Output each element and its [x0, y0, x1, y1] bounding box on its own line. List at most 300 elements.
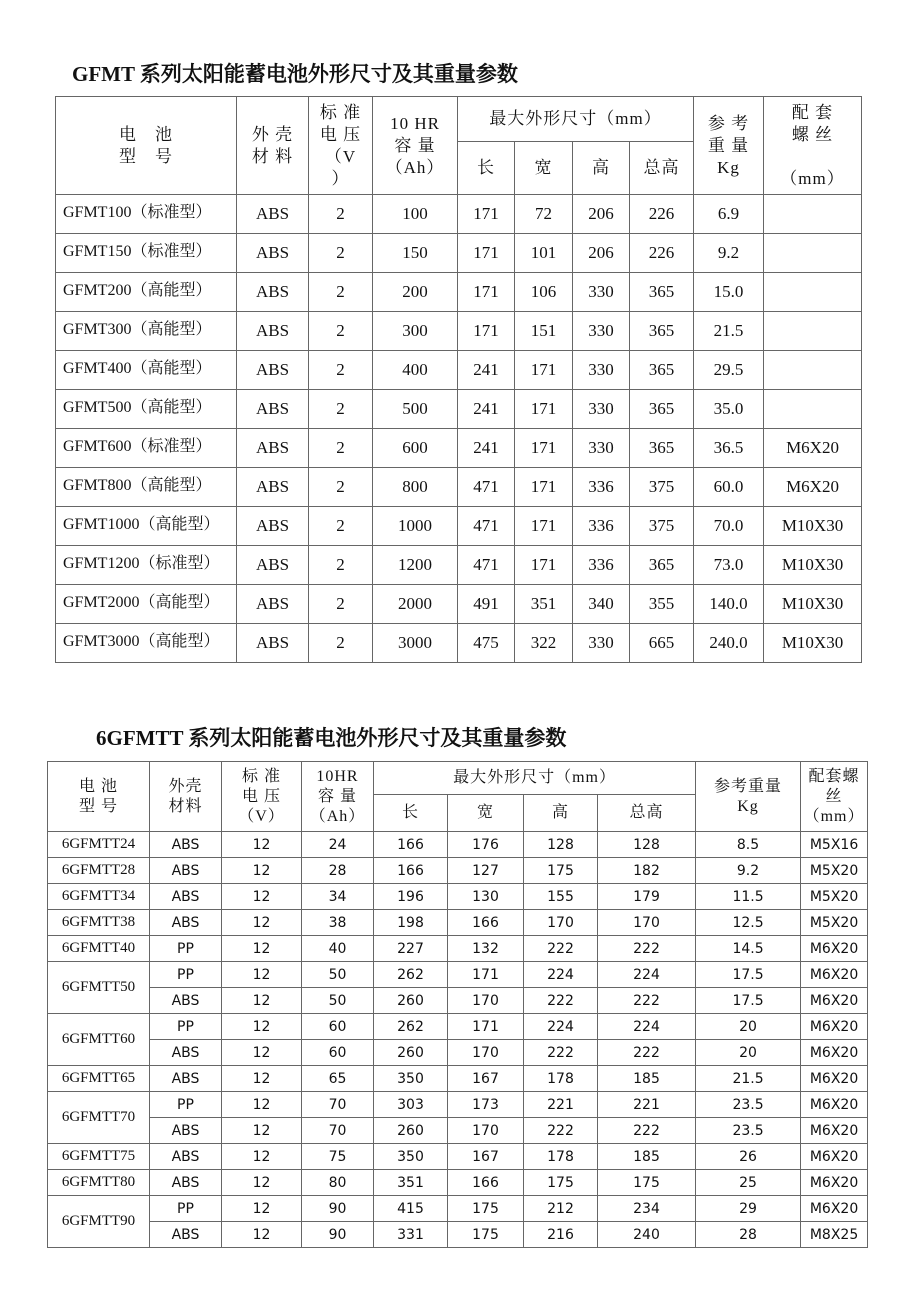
cell-height: 224	[524, 962, 598, 988]
cell-model: GFMT2000（高能型）	[56, 585, 237, 624]
table-row	[56, 390, 862, 429]
cell-bolt	[764, 195, 862, 234]
cell-height: 222	[524, 936, 598, 962]
table1-title: GFMT 系列太阳能蓄电池外形尺寸及其重量参数	[72, 62, 518, 86]
cell-model: 6GFMTT40	[48, 936, 150, 962]
cell-material: ABS	[150, 858, 222, 884]
cell-weight: 29.5	[694, 351, 764, 390]
cell-total: 375	[630, 507, 694, 546]
header-weight: 参 考 重 量 Kg	[694, 97, 764, 195]
cell-width: 173	[448, 1092, 524, 1118]
table-row	[48, 1196, 868, 1222]
cell-weight: 73.0	[694, 546, 764, 585]
cell-width: 166	[448, 910, 524, 936]
cell-width: 130	[448, 884, 524, 910]
cell-length: 260	[374, 1040, 448, 1066]
cell-total: 365	[630, 312, 694, 351]
cell-height: 330	[573, 351, 630, 390]
cell-capacity: 800	[373, 468, 458, 507]
cell-height: 175	[524, 1170, 598, 1196]
cell-material: ABS	[150, 832, 222, 858]
cell-length: 471	[458, 468, 515, 507]
cell-height: 216	[524, 1222, 598, 1248]
cell-total: 182	[598, 858, 696, 884]
cell-total: 226	[630, 234, 694, 273]
cell-length: 166	[374, 832, 448, 858]
cell-total: 226	[630, 195, 694, 234]
cell-voltage: 2	[309, 234, 373, 273]
table-row	[48, 1222, 868, 1248]
table-row	[48, 1092, 868, 1118]
cell-width: 171	[515, 351, 573, 390]
cell-total: 185	[598, 1066, 696, 1092]
cell-length: 351	[374, 1170, 448, 1196]
header-height: 高	[573, 142, 630, 195]
cell-weight: 17.5	[696, 988, 801, 1014]
cell-total: 179	[598, 884, 696, 910]
cell-total: 234	[598, 1196, 696, 1222]
cell-length: 262	[374, 1014, 448, 1040]
cell-length: 331	[374, 1222, 448, 1248]
cell-length: 475	[458, 624, 515, 663]
cell-material: ABS	[237, 429, 309, 468]
cell-weight: 29	[696, 1196, 801, 1222]
cell-material: ABS	[237, 351, 309, 390]
cell-weight: 21.5	[694, 312, 764, 351]
cell-bolt: M5X20	[801, 884, 868, 910]
cell-bolt: M6X20	[801, 1014, 868, 1040]
cell-width: 132	[448, 936, 524, 962]
cell-material: ABS	[150, 988, 222, 1014]
header-height: 高	[524, 795, 598, 832]
cell-height: 336	[573, 507, 630, 546]
header-dimensions: 最大外形尺寸（mm）	[374, 762, 696, 795]
cell-bolt: M10X30	[764, 624, 862, 663]
cell-length: 166	[374, 858, 448, 884]
cell-total: 240	[598, 1222, 696, 1248]
cell-weight: 20	[696, 1040, 801, 1066]
cell-height: 175	[524, 858, 598, 884]
cell-length: 262	[374, 962, 448, 988]
cell-voltage: 2	[309, 429, 373, 468]
cell-bolt: M6X20	[801, 1118, 868, 1144]
cell-model: GFMT200（高能型）	[56, 273, 237, 312]
cell-weight: 25	[696, 1170, 801, 1196]
cell-material: ABS	[150, 1118, 222, 1144]
table-row	[56, 585, 862, 624]
cell-model: GFMT100（标准型）	[56, 195, 237, 234]
cell-model: 6GFMTT60	[48, 1014, 150, 1066]
table-row	[48, 1040, 868, 1066]
header-length: 长	[458, 142, 515, 195]
cell-voltage: 12	[222, 1196, 302, 1222]
header-bolt: 配 套 螺 丝 （mm）	[764, 97, 862, 195]
cell-capacity: 70	[302, 1118, 374, 1144]
cell-weight: 240.0	[694, 624, 764, 663]
cell-capacity: 60	[302, 1014, 374, 1040]
table-row	[48, 1144, 868, 1170]
cell-height: 206	[573, 234, 630, 273]
cell-height: 224	[524, 1014, 598, 1040]
cell-weight: 11.5	[696, 884, 801, 910]
table-row	[48, 1118, 868, 1144]
cell-width: 167	[448, 1066, 524, 1092]
cell-material: ABS	[237, 273, 309, 312]
cell-capacity: 3000	[373, 624, 458, 663]
header-voltage: 标 准 电 压 （V ）	[309, 97, 373, 195]
cell-bolt: M6X20	[801, 1196, 868, 1222]
cell-total: 365	[630, 351, 694, 390]
cell-bolt: M6X20	[801, 988, 868, 1014]
cell-width: 351	[515, 585, 573, 624]
table2-title: 6GFMTT 系列太阳能蓄电池外形尺寸及其重量参数	[96, 726, 567, 750]
header-length: 长	[374, 795, 448, 832]
cell-height: 170	[524, 910, 598, 936]
cell-model: GFMT150（标准型）	[56, 234, 237, 273]
cell-total: 224	[598, 962, 696, 988]
cell-capacity: 50	[302, 962, 374, 988]
cell-voltage: 12	[222, 936, 302, 962]
cell-material: ABS	[237, 234, 309, 273]
cell-capacity: 150	[373, 234, 458, 273]
cell-bolt: M6X20	[764, 468, 862, 507]
table-row	[56, 429, 862, 468]
cell-model: GFMT3000（高能型）	[56, 624, 237, 663]
cell-voltage: 12	[222, 1066, 302, 1092]
table-row	[56, 195, 862, 234]
cell-bolt: M5X16	[801, 832, 868, 858]
cell-width: 171	[448, 962, 524, 988]
cell-weight: 17.5	[696, 962, 801, 988]
cell-material: PP	[150, 1014, 222, 1040]
cell-width: 170	[448, 1040, 524, 1066]
cell-weight: 20	[696, 1014, 801, 1040]
cell-model: 6GFMTT70	[48, 1092, 150, 1144]
header-dimensions: 最大外形尺寸（mm）	[458, 97, 694, 142]
gfmt-spec-table	[55, 96, 862, 663]
cell-bolt: M6X20	[801, 1170, 868, 1196]
table-row	[56, 507, 862, 546]
cell-weight: 8.5	[696, 832, 801, 858]
cell-model: 6GFMTT24	[48, 832, 150, 858]
cell-length: 171	[458, 234, 515, 273]
cell-model: 6GFMTT65	[48, 1066, 150, 1092]
cell-total: 128	[598, 832, 696, 858]
cell-model: 6GFMTT75	[48, 1144, 150, 1170]
header-model: 电 池 型 号	[56, 97, 237, 195]
cell-voltage: 12	[222, 1014, 302, 1040]
cell-model: 6GFMTT50	[48, 962, 150, 1014]
cell-weight: 6.9	[694, 195, 764, 234]
cell-capacity: 34	[302, 884, 374, 910]
cell-length: 171	[458, 195, 515, 234]
cell-material: ABS	[150, 1222, 222, 1248]
cell-capacity: 28	[302, 858, 374, 884]
cell-width: 171	[515, 507, 573, 546]
cell-width: 167	[448, 1144, 524, 1170]
header-weight: 参考重量 Kg	[696, 762, 801, 832]
cell-material: PP	[150, 1196, 222, 1222]
cell-width: 72	[515, 195, 573, 234]
cell-capacity: 300	[373, 312, 458, 351]
cell-height: 330	[573, 312, 630, 351]
cell-width: 151	[515, 312, 573, 351]
cell-total: 221	[598, 1092, 696, 1118]
cell-weight: 15.0	[694, 273, 764, 312]
cell-bolt: M8X25	[801, 1222, 868, 1248]
cell-width: 171	[515, 429, 573, 468]
cell-bolt: M10X30	[764, 585, 862, 624]
cell-model: GFMT300（高能型）	[56, 312, 237, 351]
header-width: 宽	[515, 142, 573, 195]
cell-width: 175	[448, 1196, 524, 1222]
cell-model: 6GFMTT28	[48, 858, 150, 884]
cell-bolt	[764, 234, 862, 273]
cell-total: 365	[630, 273, 694, 312]
header-voltage: 标 准 电 压 （V）	[222, 762, 302, 832]
cell-length: 303	[374, 1092, 448, 1118]
header-capacity: 10 HR 容 量 （Ah）	[373, 97, 458, 195]
table-row	[48, 1014, 868, 1040]
cell-total: 375	[630, 468, 694, 507]
cell-height: 222	[524, 988, 598, 1014]
cell-length: 471	[458, 507, 515, 546]
cell-length: 260	[374, 1118, 448, 1144]
cell-capacity: 50	[302, 988, 374, 1014]
cell-height: 330	[573, 273, 630, 312]
cell-weight: 21.5	[696, 1066, 801, 1092]
table-row	[48, 884, 868, 910]
cell-weight: 36.5	[694, 429, 764, 468]
cell-total: 365	[630, 390, 694, 429]
cell-total: 355	[630, 585, 694, 624]
cell-capacity: 38	[302, 910, 374, 936]
cell-height: 222	[524, 1118, 598, 1144]
cell-weight: 9.2	[694, 234, 764, 273]
cell-bolt: M10X30	[764, 546, 862, 585]
cell-bolt: M6X20	[801, 1066, 868, 1092]
cell-material: ABS	[150, 910, 222, 936]
cell-voltage: 12	[222, 884, 302, 910]
cell-capacity: 40	[302, 936, 374, 962]
cell-model: GFMT1200（标准型）	[56, 546, 237, 585]
cell-voltage: 2	[309, 468, 373, 507]
cell-height: 330	[573, 624, 630, 663]
cell-length: 415	[374, 1196, 448, 1222]
cell-weight: 23.5	[696, 1118, 801, 1144]
cell-material: ABS	[150, 1040, 222, 1066]
cell-voltage: 2	[309, 390, 373, 429]
cell-capacity: 1200	[373, 546, 458, 585]
cell-voltage: 12	[222, 910, 302, 936]
cell-capacity: 60	[302, 1040, 374, 1066]
cell-length: 196	[374, 884, 448, 910]
cell-voltage: 2	[309, 585, 373, 624]
cell-length: 171	[458, 273, 515, 312]
cell-width: 171	[448, 1014, 524, 1040]
cell-bolt: M5X20	[801, 858, 868, 884]
cell-width: 176	[448, 832, 524, 858]
cell-bolt: M6X20	[801, 1092, 868, 1118]
cell-weight: 23.5	[696, 1092, 801, 1118]
cell-weight: 28	[696, 1222, 801, 1248]
cell-material: ABS	[237, 468, 309, 507]
header-model: 电 池 型 号	[48, 762, 150, 832]
cell-material: PP	[150, 962, 222, 988]
cell-material: PP	[150, 936, 222, 962]
cell-height: 128	[524, 832, 598, 858]
cell-voltage: 2	[309, 507, 373, 546]
cell-weight: 60.0	[694, 468, 764, 507]
cell-voltage: 12	[222, 1092, 302, 1118]
cell-bolt: M6X20	[801, 1144, 868, 1170]
cell-model: 6GFMTT90	[48, 1196, 150, 1248]
cell-height: 221	[524, 1092, 598, 1118]
cell-width: 322	[515, 624, 573, 663]
cell-height: 330	[573, 390, 630, 429]
cell-capacity: 400	[373, 351, 458, 390]
cell-model: GFMT800（高能型）	[56, 468, 237, 507]
cell-capacity: 90	[302, 1222, 374, 1248]
cell-weight: 14.5	[696, 936, 801, 962]
cell-length: 171	[458, 312, 515, 351]
cell-voltage: 12	[222, 1170, 302, 1196]
cell-total: 222	[598, 988, 696, 1014]
cell-voltage: 2	[309, 312, 373, 351]
cell-total: 365	[630, 429, 694, 468]
cell-voltage: 12	[222, 1144, 302, 1170]
cell-capacity: 500	[373, 390, 458, 429]
cell-height: 336	[573, 468, 630, 507]
cell-length: 198	[374, 910, 448, 936]
cell-length: 260	[374, 988, 448, 1014]
cell-length: 241	[458, 429, 515, 468]
cell-model: 6GFMTT34	[48, 884, 150, 910]
cell-voltage: 2	[309, 546, 373, 585]
cell-voltage: 2	[309, 351, 373, 390]
cell-height: 178	[524, 1066, 598, 1092]
cell-capacity: 2000	[373, 585, 458, 624]
table-row	[48, 1066, 868, 1092]
cell-model: GFMT600（标准型）	[56, 429, 237, 468]
cell-bolt: M10X30	[764, 507, 862, 546]
cell-capacity: 70	[302, 1092, 374, 1118]
cell-weight: 9.2	[696, 858, 801, 884]
cell-bolt: M6X20	[801, 1040, 868, 1066]
cell-capacity: 200	[373, 273, 458, 312]
cell-voltage: 12	[222, 962, 302, 988]
cell-total: 222	[598, 1118, 696, 1144]
cell-total: 185	[598, 1144, 696, 1170]
table-row	[56, 468, 862, 507]
cell-material: ABS	[237, 546, 309, 585]
cell-length: 241	[458, 390, 515, 429]
cell-width: 170	[448, 988, 524, 1014]
cell-voltage: 2	[309, 273, 373, 312]
6gfmtt-spec-table	[47, 761, 868, 1248]
cell-width: 171	[515, 390, 573, 429]
cell-length: 241	[458, 351, 515, 390]
cell-width: 171	[515, 468, 573, 507]
cell-voltage: 12	[222, 858, 302, 884]
cell-material: ABS	[237, 585, 309, 624]
cell-voltage: 2	[309, 624, 373, 663]
cell-width: 171	[515, 546, 573, 585]
cell-width: 166	[448, 1170, 524, 1196]
table-row	[48, 832, 868, 858]
cell-height: 206	[573, 195, 630, 234]
cell-bolt	[764, 390, 862, 429]
table-row	[48, 910, 868, 936]
cell-length: 227	[374, 936, 448, 962]
header-bolt: 配套螺丝 （mm）	[801, 762, 868, 832]
header-total-height: 总高	[598, 795, 696, 832]
cell-model: 6GFMTT38	[48, 910, 150, 936]
cell-weight: 26	[696, 1144, 801, 1170]
cell-voltage: 12	[222, 1222, 302, 1248]
header-width: 宽	[448, 795, 524, 832]
cell-height: 340	[573, 585, 630, 624]
table-row	[48, 1170, 868, 1196]
cell-material: PP	[150, 1092, 222, 1118]
cell-weight: 70.0	[694, 507, 764, 546]
cell-weight: 12.5	[696, 910, 801, 936]
cell-height: 178	[524, 1144, 598, 1170]
cell-material: ABS	[237, 195, 309, 234]
cell-bolt: M5X20	[801, 910, 868, 936]
cell-capacity: 90	[302, 1196, 374, 1222]
cell-length: 350	[374, 1144, 448, 1170]
cell-width: 170	[448, 1118, 524, 1144]
cell-bolt	[764, 312, 862, 351]
cell-material: ABS	[150, 1170, 222, 1196]
header-total-height: 总高	[630, 142, 694, 195]
cell-capacity: 75	[302, 1144, 374, 1170]
cell-voltage: 12	[222, 988, 302, 1014]
cell-material: ABS	[237, 507, 309, 546]
header-capacity: 10HR 容 量 （Ah）	[302, 762, 374, 832]
table-row	[48, 858, 868, 884]
cell-height: 336	[573, 546, 630, 585]
cell-height: 212	[524, 1196, 598, 1222]
cell-model: GFMT500（高能型）	[56, 390, 237, 429]
table-row	[56, 546, 862, 585]
cell-bolt	[764, 351, 862, 390]
cell-voltage: 12	[222, 832, 302, 858]
cell-model: GFMT400（高能型）	[56, 351, 237, 390]
cell-model: 6GFMTT80	[48, 1170, 150, 1196]
cell-total: 222	[598, 1040, 696, 1066]
cell-model: GFMT1000（高能型）	[56, 507, 237, 546]
cell-voltage: 12	[222, 1118, 302, 1144]
cell-capacity: 1000	[373, 507, 458, 546]
cell-width: 101	[515, 234, 573, 273]
cell-length: 350	[374, 1066, 448, 1092]
cell-material: ABS	[150, 1066, 222, 1092]
cell-width: 175	[448, 1222, 524, 1248]
cell-weight: 35.0	[694, 390, 764, 429]
table-row	[48, 936, 868, 962]
header-material: 外 壳 材 料	[237, 97, 309, 195]
cell-material: ABS	[150, 1144, 222, 1170]
cell-total: 224	[598, 1014, 696, 1040]
cell-height: 222	[524, 1040, 598, 1066]
cell-total: 170	[598, 910, 696, 936]
table-row	[48, 962, 868, 988]
cell-voltage: 12	[222, 1040, 302, 1066]
cell-material: ABS	[237, 312, 309, 351]
cell-material: ABS	[237, 624, 309, 663]
